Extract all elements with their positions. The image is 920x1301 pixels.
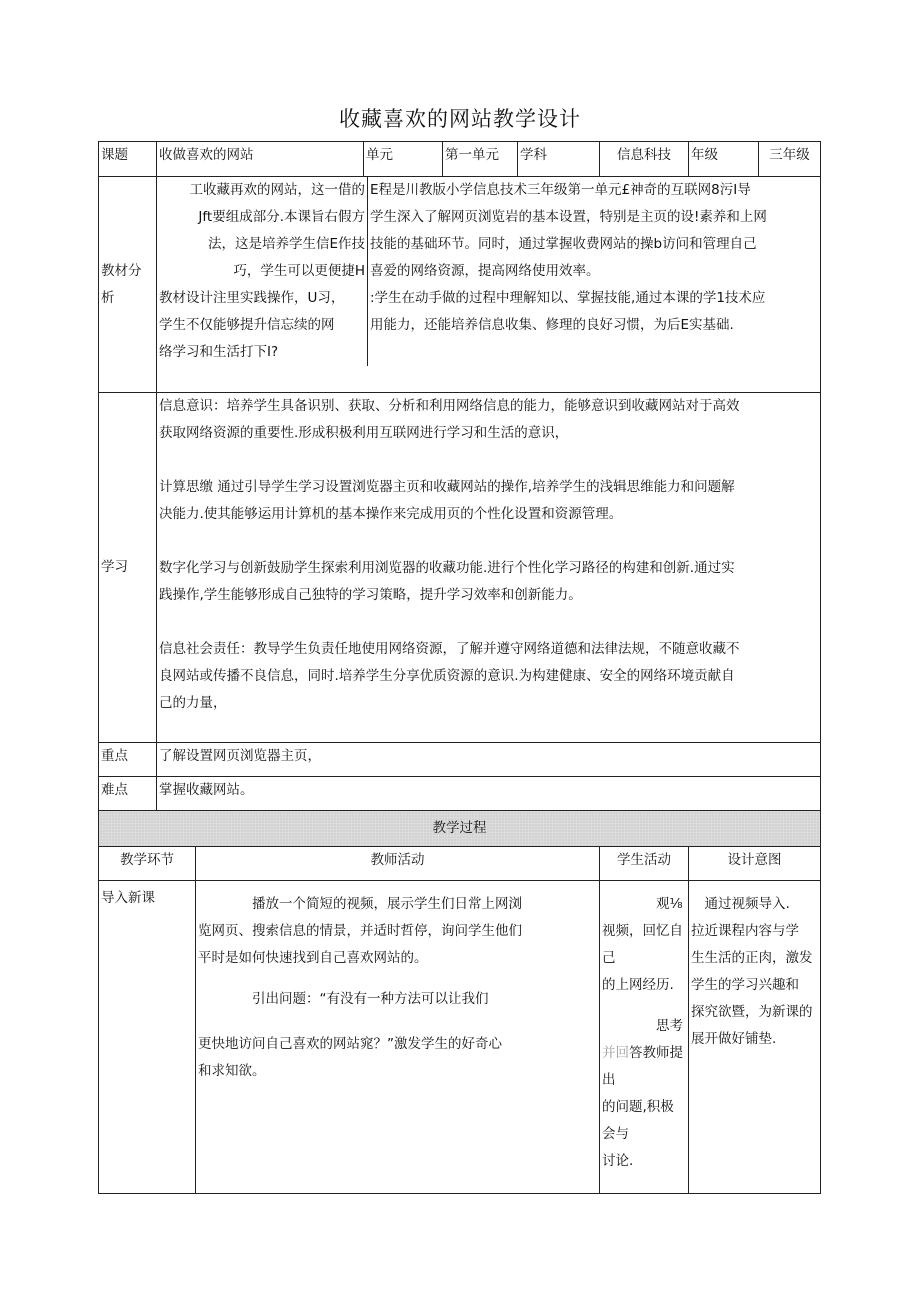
process-header-row	[99, 847, 821, 881]
key-point-value: 了解设置网页浏览器主页，	[157, 743, 821, 777]
unit-label: 单元	[364, 142, 443, 177]
header-row	[99, 142, 821, 177]
subject-value: 信息科技	[600, 142, 689, 177]
col-design: 设计意图	[689, 847, 821, 881]
grade-value: 三年级	[759, 142, 821, 177]
analysis-label: 教材分析	[99, 177, 157, 393]
analysis-left: 工收藏再欢的网站，这一借的 Jft要组成部分.本课旨右假方 法，这是培养学生信E作技 巧，学生可以更便捷H 教材设计注里实践操作，U习， 学生不仅能够提升信忘续的网 络学习和生活打下I?	[157, 177, 368, 366]
process-title-row	[99, 811, 821, 847]
difficulty-value: 掌握收藏网站。	[157, 777, 821, 811]
analysis-right: E程是川教版小学信息技术三年级第一单元£神奇的互联网8污I导 学生深入了解网页浏览岩的基本设置，特别是主页的设!素养和上网 技能的基础环节。同时，通过掌握收费网站的操b访问和管理自己 喜爱的网络资源，提高网络使用效率。 :学生在动手做的过程中理解知以、掌握技能,通过本课的学1技术应 用能力，还能培养信息收集、修理的良好习惯，为后E实基础.	[370, 182, 767, 333]
key-point-row	[99, 743, 821, 777]
key-point-label: 重点	[99, 743, 157, 777]
col-stage: 教学环节	[99, 847, 196, 881]
subject-label: 学科	[518, 142, 600, 177]
course-value: 收做喜欢的网站	[157, 142, 364, 177]
learning-label: 学习	[99, 393, 157, 743]
col-student: 学生活动	[600, 847, 689, 881]
grade-label: 年级	[689, 142, 759, 177]
unit-value: 第一单元	[443, 142, 518, 177]
analysis-row	[99, 177, 821, 393]
process-row-intro	[99, 881, 821, 1194]
course-label: 课题	[99, 142, 157, 177]
col-teacher: 教师活动	[196, 847, 600, 881]
difficulty-label: 难点	[99, 777, 157, 811]
document-title: 收藏喜欢的网站教学设计	[339, 107, 581, 131]
lesson-plan-table	[98, 141, 821, 1194]
student-activity-cell: 观⅛ 视频，回忆自己 的上网经历. 思考 并回答教师提出 的问题,积极会与 讨论.	[600, 881, 689, 1194]
design-intent-cell: 通过视频导入. 拉近课程内容与学 生生活的正肉，激发 学生的学习兴趣和 探究欲暨，为新课的 展开做好铺垫.	[689, 881, 821, 1194]
process-title: 教学过程	[99, 811, 821, 847]
stage-cell: 导入新课	[99, 881, 196, 1194]
learning-content: 信息意识：培养学生具备识别、获取、分析和利用网络信息的能力，能够意识到收藏网站对于高效 获取网络资源的重要性.形成积极利用互联网进行学习和生活的意识， 计算思缴 通过引导学生学习设置浏览器主页和收藏网站的操作,培养学生的浅辑思维能力和问题解 决能力.使其能够运用计算机的基本操作来完成用页的个性化设置和资源管理。 数字化学习与创新鼓励学生探索利用浏览器的收藏功能.进行个性化学习路径的构建和创新.通过实 践操作,学生能够形成自己独特的学习策略，提升学习效率和创新能力。 信息社会责任：教导学生负责任地使用网络资源，了解并遵守网络道德和法律法规，不随意收藏不 良网站或传播不良信息，同时.培养学生分享优质资源的意识.为构建健康、安全的网络环境贡献自 己的力量，	[157, 393, 821, 743]
learning-row	[99, 393, 821, 743]
difficulty-row	[99, 777, 821, 811]
teacher-activity-cell: 播放一个简短的视频，展示学生们日常上网浏 览网页、搜索信息的情景，并适时哲停，询问学生他们 平时是如何快速找到自己喜欢网站的。 引出问题：“有没有一种方法可以让我们 更快地访问自己喜欢的网站窕？”激发学生的好奇心 和求知欲。	[196, 881, 600, 1194]
